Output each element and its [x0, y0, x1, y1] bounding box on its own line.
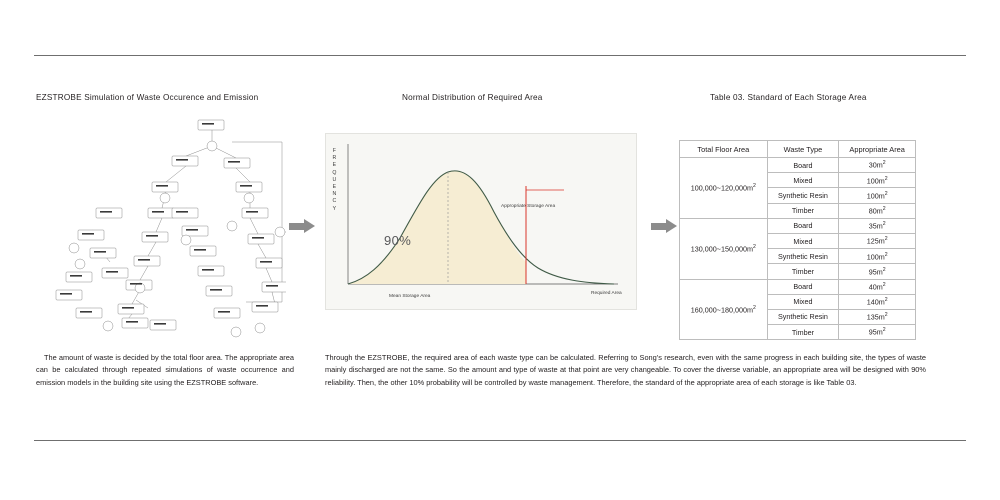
panel-title-simulation: EZSTROBE Simulation of Waste Occurence and Emission	[36, 93, 259, 102]
table-header-appropriate-area: Appropriate Area	[839, 141, 916, 158]
arrow-shaft	[651, 223, 667, 230]
table-cell-floor-area: $100,000\sim 120,000m^2$	[680, 158, 768, 219]
top-divider-rule	[34, 55, 966, 56]
storage-area-table-wrapper	[679, 140, 916, 340]
superscript: 2	[884, 190, 888, 197]
superscript: 2	[882, 221, 886, 228]
arrow-head	[304, 219, 315, 233]
superscript: 2	[882, 266, 886, 273]
table-cell-waste-type: Board	[767, 158, 839, 173]
table-cell-waste-type: Mixed	[767, 173, 839, 188]
table-row	[680, 218, 916, 233]
table-header-row	[680, 141, 916, 158]
table-cell-area: $30m^2$	[839, 158, 916, 173]
superscript: 2	[752, 243, 756, 250]
table-cell-area: $40m^2$	[839, 279, 916, 294]
normal-distribution-chart	[325, 133, 637, 310]
table-row	[680, 158, 916, 173]
table-cell-waste-type: Mixed	[767, 233, 839, 248]
table-cell-area: $95m^2$	[839, 325, 916, 340]
body-paragraph-left: The amount of waste is decided by the total floor area. The appropriate area can be calculated through repeated simulations of waste occurrence and emission models in the building site using the EZSTROBE software.	[36, 353, 294, 387]
table-cell-floor-area: $130,000\sim 150,000m^2$	[680, 218, 768, 279]
table-cell-area: $80m^2$	[839, 203, 916, 218]
panel-title-table: Table 03. Standard of Each Storage Area	[710, 93, 867, 102]
table-cell-floor-area: $160,000\sim 180,000m^2$	[680, 279, 768, 340]
arrow-right-icon	[289, 219, 315, 233]
superscript: 2	[882, 160, 886, 167]
table-body	[680, 158, 916, 340]
superscript: 2	[752, 183, 756, 190]
bottom-divider-rule	[34, 440, 966, 441]
superscript: 2	[882, 327, 886, 334]
table-cell-area: $95m^2$	[839, 264, 916, 279]
table-cell-waste-type: Synthetic Resin	[767, 188, 839, 203]
ezstrobe-network-diagram	[36, 112, 286, 344]
table-cell-area: $135m^2$	[839, 309, 916, 324]
distribution-chart-svg	[326, 134, 634, 307]
superscript: 2	[884, 175, 888, 182]
chart-x-axis-label: Required Area	[591, 291, 622, 296]
table-cell-waste-type: Synthetic Resin	[767, 309, 839, 324]
panel-title-distribution: Normal Distribution of Required Area	[402, 93, 543, 102]
superscript: 2	[752, 304, 756, 311]
superscript: 2	[882, 281, 886, 288]
chart-annotation-mean-storage-area: Mean Storage Area	[389, 294, 431, 299]
chart-fill-label: 90%	[384, 233, 412, 248]
arrow-head	[666, 219, 677, 233]
table-header-total-floor-area: Total Floor Area	[680, 141, 768, 158]
table-row	[680, 279, 916, 294]
chart-y-axis-label: F R E Q U E N C Y	[332, 148, 337, 212]
table-cell-area: $125m^2$	[839, 233, 916, 248]
distribution-fill	[348, 171, 526, 284]
table-cell-area: $100m^2$	[839, 249, 916, 264]
superscript: 2	[884, 236, 888, 243]
table-cell-waste-type: Board	[767, 218, 839, 233]
superscript: 2	[884, 312, 888, 319]
table-cell-waste-type: Timber	[767, 264, 839, 279]
superscript: 2	[884, 251, 888, 258]
superscript: 2	[882, 205, 886, 212]
table-header-waste-type: Waste Type	[767, 141, 839, 158]
table-cell-waste-type: Synthetic Resin	[767, 249, 839, 264]
table-cell-waste-type: Board	[767, 279, 839, 294]
table-cell-area: $100m^2$	[839, 188, 916, 203]
superscript: 2	[884, 297, 888, 304]
network-diagram-svg	[36, 112, 286, 344]
chart-annotation-appropriate-storage-area: Appropriate Storage Area	[501, 204, 556, 209]
table-cell-area: $140m^2$	[839, 294, 916, 309]
storage-area-table	[679, 140, 916, 340]
arrow-shaft	[289, 223, 305, 230]
body-paragraph-right: Through the EZSTROBE, the required area of each waste type can be calculated. Referring to Song's research, even with the same progress in each building site, the types of waste mainly discharged are not the same. So the amount and type of waste at that point are very changeable. To cover the diverse variable, an appropriate area will be designed with 90% reliability. Then, the other 10% probability will be controlled by waste management. Therefore, the standard of the appropriate area of each storage is like Table 03.	[325, 353, 926, 387]
table-cell-waste-type: Mixed	[767, 294, 839, 309]
table-cell-area: $35m^2$	[839, 218, 916, 233]
table-head	[680, 141, 916, 158]
table-cell-area: $100m^2$	[839, 173, 916, 188]
arrow-right-icon	[651, 219, 677, 233]
table-cell-waste-type: Timber	[767, 325, 839, 340]
table-cell-waste-type: Timber	[767, 203, 839, 218]
